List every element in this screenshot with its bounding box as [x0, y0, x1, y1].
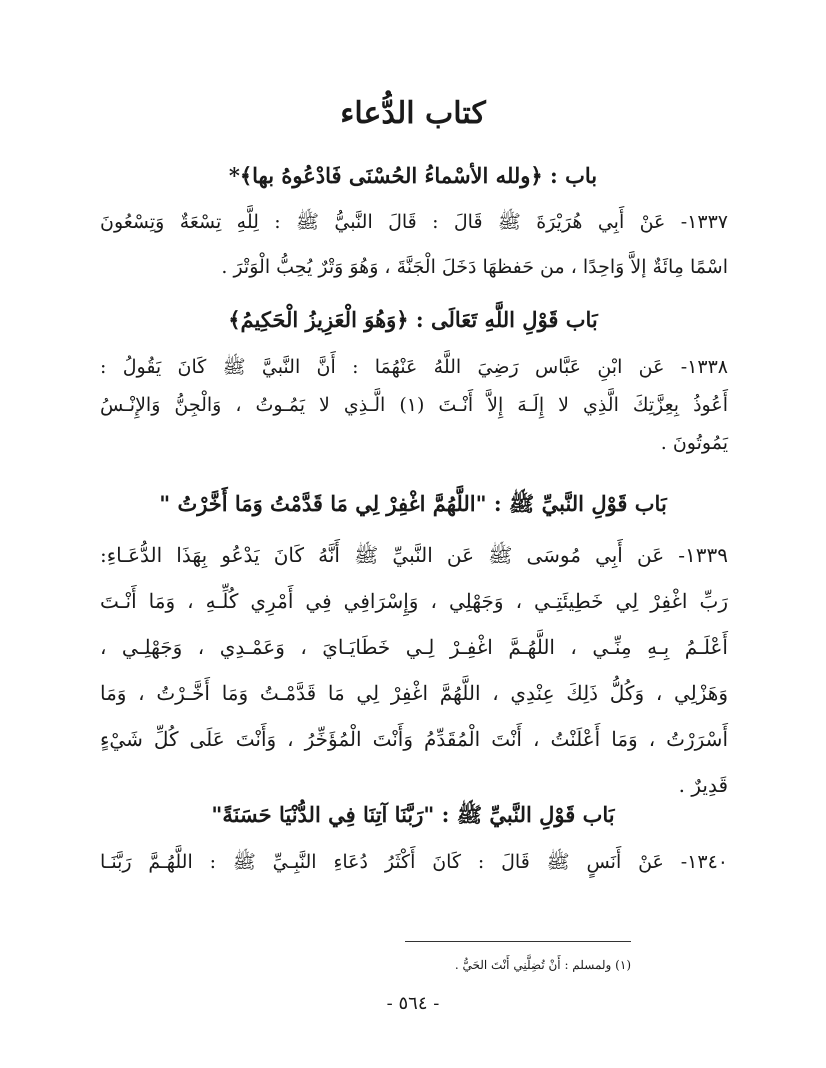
- text-line: ١٣٤٠- عَنْ أَنَسٍ ﷺ قَالَ : كَانَ أَكْثَرُ دُعَاءِ النَّبِـيِّ ﷺ : اللَّهُـمَّ رَبَّنَـا: [100, 851, 728, 873]
- text-line: ١٣٣٧- عَنْ أَبِي هُرَيْرَةَ ﷺ قَالَ : قَالَ النَّبيُّ ﷺ : لِلَّهِ تِسْعَةٌ وَتِسْعُونَ: [100, 211, 728, 233]
- chapter-heading-al-aziz-al-hakim: بَاب قَوْلِ اللَّهِ تَعَالَى : ﴿وَهُوَ الْعَزِيزُ الْحَكِيمُ﴾: [228, 307, 598, 332]
- chapter-heading-names-of-allah: باب : ﴿ولله الأسْماءُ الحُسْنَى فَادْعُوهُ بها﴾*: [228, 163, 598, 188]
- page-number: - ٥٦٤ -: [386, 993, 440, 1014]
- text-line: ١٣٣٨- عَن ابْنِ عَبَّاس رَضِيَ اللَّهُ عَنْهُمَا : أَنَّ النَّبيَّ ﷺ كَانَ يَقُولُ :: [100, 356, 728, 378]
- text-line: وَهَزْلِي ، وَكُلُّ ذَلِكَ عِنْدِي ، اللَّهُمَّ اغْفِرْ لِي مَا قَدَّمْـتُ وَمَا أَخَّـرْتُ ، وَمَا: [100, 681, 728, 705]
- text-line: أَسْرَرْتُ ، وَمَا أَعْلَنْتُ ، أَنْتَ الْمُقَدِّمُ وَأَنْتَ الْمُؤَخِّرُ ، وَأَنْتَ عَلَى كُلِّ شَيْءٍ: [100, 727, 728, 751]
- text-line: ١٣٣٩- عَن أَبِي مُوسَى ﷺ عَن النَّبيِّ ﷺ أَنَّهُ كَانَ يَدْعُو بِهَذَا الدُّعَـاءِ:: [100, 543, 728, 567]
- text-line: اسْمًا مِائَةٌ إلاَّ وَاحِدًا ، من حَفظهَا دَخَلَ الْجَنَّةَ ، وَهُوَ وَتْرٌ يُحِبُّ الْوَتْرَ .: [221, 256, 728, 278]
- text-line: رَبِّ اغْفِرْ لِي خَطِيئَتِـي ، وَجَهْلِي ، وَإِسْرَافِي فِي أَمْرِي كُلِّـهِ ، وَمَا أَنْـتَ: [100, 589, 728, 613]
- chapter-heading-forgive-me: بَاب قَوْلِ النَّبيِّ ﷺ : "اللَّهُمَّ اغْفِرْ لِي مَا قَدَّمْتُ وَمَا أَخَّرْتُ ": [159, 491, 667, 516]
- hadith-1340: [100, 840, 728, 884]
- text-line: أَعُوذُ بِعِزَّتِكَ الَّذِي لا إِلَـهَ إِلاَّ أَنْـتَ (١) الَّـذِي لا يَمُـوتُ ، وَالْجِنُّ وَالإِنْـسُ: [100, 394, 728, 416]
- text-line: قَدِيرٌ .: [678, 773, 728, 797]
- chapter-heading-rabbana-atina: بَاب قَوْلِ النَّبيِّ ﷺ : "رَبَّنَا آتِنَا فِي الدُّنْيَا حَسَنَةً": [211, 802, 615, 827]
- book-title: كتاب الدُّعاء: [340, 96, 486, 131]
- text-line: يَمُوتُونَ .: [660, 432, 728, 454]
- hadith-1339: [100, 532, 728, 808]
- footnote: (١) ولمسلم : أَنْ تُضِلَّنِي أَنْتَ الحَيُّ .: [454, 958, 631, 972]
- footnote-divider: [405, 941, 631, 942]
- text-line: أَعْلَـمُ بِـهِ مِنِّـي ، اللَّهُـمَّ اغْفِـرْ لِـي خَطَايَـايَ ، وَعَمْـدِي ، وَجَهْلِـي ،: [100, 635, 728, 659]
- hadith-1337: [100, 200, 728, 290]
- hadith-1338: [100, 348, 728, 462]
